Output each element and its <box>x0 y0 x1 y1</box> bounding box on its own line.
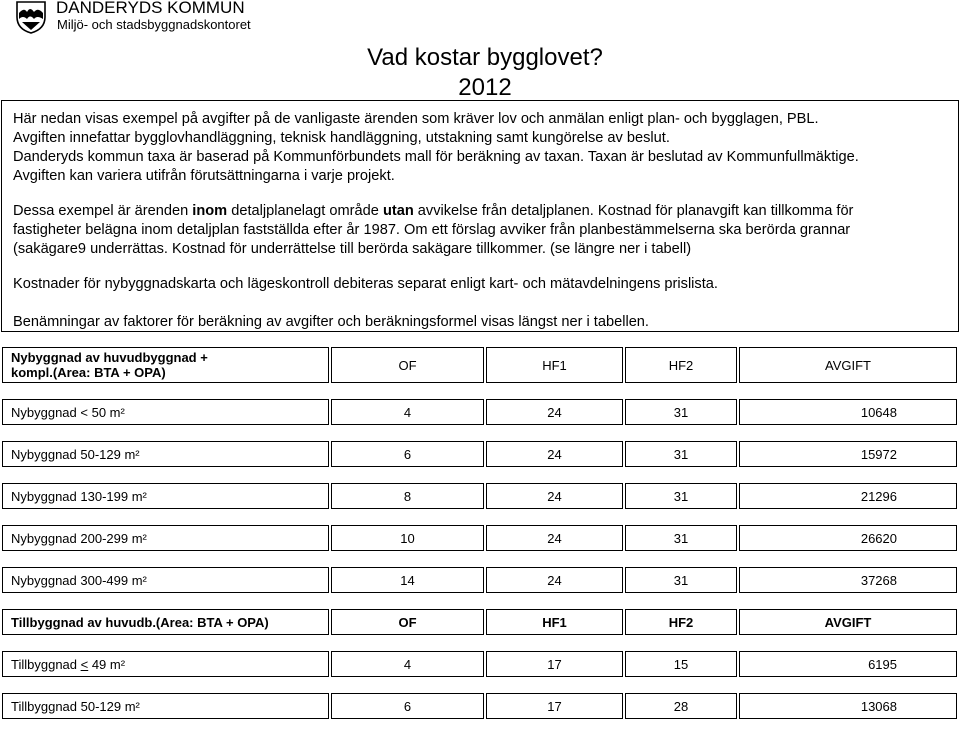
hf1-cell: 17 <box>486 651 623 677</box>
of-cell: 8 <box>331 483 484 509</box>
header-avgift-cell: AVGIFT <box>739 347 957 383</box>
avgift-cell: 21296 <box>739 483 957 509</box>
row-label-cell: Nybyggnad 130-199 m² <box>2 483 329 509</box>
label-underlined-symbol: < <box>80 656 89 672</box>
table-row <box>2 651 957 677</box>
row-label-cell: Nybyggnad 300-499 m² <box>2 567 329 593</box>
hf1-cell: 24 <box>486 483 623 509</box>
of-cell: 10 <box>331 525 484 551</box>
hf1-cell: 24 <box>486 567 623 593</box>
of-cell: 6 <box>331 693 484 719</box>
table-header-row <box>2 609 957 635</box>
of-cell: 4 <box>331 651 484 677</box>
label-segment: 49 m² <box>88 656 126 672</box>
avgift-cell: 37268 <box>739 567 957 593</box>
header-hf2-cell: HF2 <box>625 609 737 635</box>
hf2-cell: 31 <box>625 525 737 551</box>
header-of-cell: OF <box>331 347 484 383</box>
avgift-cell: 26620 <box>739 525 957 551</box>
hf1-cell: 17 <box>486 693 623 719</box>
row-label-cell: Tillbyggnad 50-129 m² <box>2 693 329 719</box>
text-line: (sakägare9 underrättas. Kostnad för underrättelse till berörda sakägare tillkommer. (se längre ner i tabell) <box>13 241 692 257</box>
row-label-cell: Nybyggnad 200-299 m² <box>2 525 329 551</box>
table-header-row <box>2 347 957 383</box>
header-label-line: Nybyggnad av huvudbyggnad + <box>11 350 208 365</box>
hf2-cell: 31 <box>625 399 737 425</box>
avgift-cell: 10648 <box>739 399 957 425</box>
intro-paragraph-2 <box>13 202 853 259</box>
row-label-cell <box>2 651 329 677</box>
table-row <box>2 567 957 593</box>
row-label-cell: Nybyggnad 50-129 m² <box>2 441 329 467</box>
avgift-cell: 13068 <box>739 693 957 719</box>
text-line: Här nedan visas exempel på avgifter på de vanligaste ärenden som kräver lov och anmälan enligt plan- och bygglagen, PBL. <box>13 111 819 127</box>
header-label-cell <box>2 347 329 383</box>
text-segment: avvikelse från detaljplanen. Kostnad för planavgift kan tillkomma för <box>413 203 854 219</box>
of-cell: 14 <box>331 567 484 593</box>
table-row <box>2 399 957 425</box>
intro-paragraph-4: Benämningar av faktorer för beräkning av avgifter och beräkningsformel visas längst ner i tabellen. <box>13 314 649 330</box>
text-segment: detaljplanelagt område <box>227 203 383 219</box>
department-name: Miljö- och stadsbyggnadskontoret <box>57 17 251 32</box>
header-label-line: kompl.(Area: BTA + OPA) <box>11 365 166 380</box>
hf2-cell: 31 <box>625 441 737 467</box>
of-cell: 4 <box>331 399 484 425</box>
text-line: Danderyds kommun taxa är baserad på Kommunförbundets mall för beräkning av taxan. Taxan är beslutad av Kommunfullmäktige. <box>13 149 859 165</box>
label-segment: Tillbyggnad <box>11 656 81 672</box>
page-title: Vad kostar bygglovet? <box>367 44 603 71</box>
intro-box <box>1 100 959 332</box>
fee-table <box>0 331 959 735</box>
table-row <box>2 483 957 509</box>
emphasis-inom: inom <box>192 203 228 219</box>
hf1-cell: 24 <box>486 399 623 425</box>
header-avgift-cell: AVGIFT <box>739 609 957 635</box>
header-label-cell: Tillbyggnad av huvudb.(Area: BTA + OPA) <box>2 609 329 635</box>
hf2-cell: 28 <box>625 693 737 719</box>
avgift-cell: 6195 <box>739 651 957 677</box>
text-line: fastigheter belägna inom detaljplan fastställda efter år 1987. Om ett förslag avviker från planbestämmelserna ska berörda grannar <box>13 222 851 238</box>
text-line: Avgiften innefattar bygglovhandläggning, teknisk handläggning, utstakning samt kungörelse av beslut. <box>13 130 670 146</box>
text-line: Avgiften kan variera utifrån förutsättningarna i varje projekt. <box>13 168 395 184</box>
avgift-cell: 15972 <box>739 441 957 467</box>
header-of-cell: OF <box>331 609 484 635</box>
of-cell: 6 <box>331 441 484 467</box>
row-label-cell: Nybyggnad < 50 m² <box>2 399 329 425</box>
table-row <box>2 693 957 719</box>
hf2-cell: 31 <box>625 567 737 593</box>
hf1-cell: 24 <box>486 525 623 551</box>
page-year: 2012 <box>458 74 512 101</box>
emphasis-utan: utan <box>382 203 414 219</box>
table-row <box>2 441 957 467</box>
hf1-cell: 24 <box>486 441 623 467</box>
header-hf2-cell: HF2 <box>625 347 737 383</box>
table-row <box>2 525 957 551</box>
header-hf1-cell: HF1 <box>486 609 623 635</box>
municipal-coat-of-arms-icon <box>16 1 46 34</box>
text-segment: Dessa exempel är ärenden <box>13 203 193 219</box>
header-hf1-cell: HF1 <box>486 347 623 383</box>
intro-paragraph-1 <box>13 110 859 186</box>
hf2-cell: 15 <box>625 651 737 677</box>
organization-name: DANDERYDS KOMMUN <box>56 0 245 17</box>
intro-paragraph-3: Kostnader för nybyggnadskarta och lägeskontroll debiteras separat enligt kart- och mätavdelningens prislista. <box>13 276 718 292</box>
hf2-cell: 31 <box>625 483 737 509</box>
